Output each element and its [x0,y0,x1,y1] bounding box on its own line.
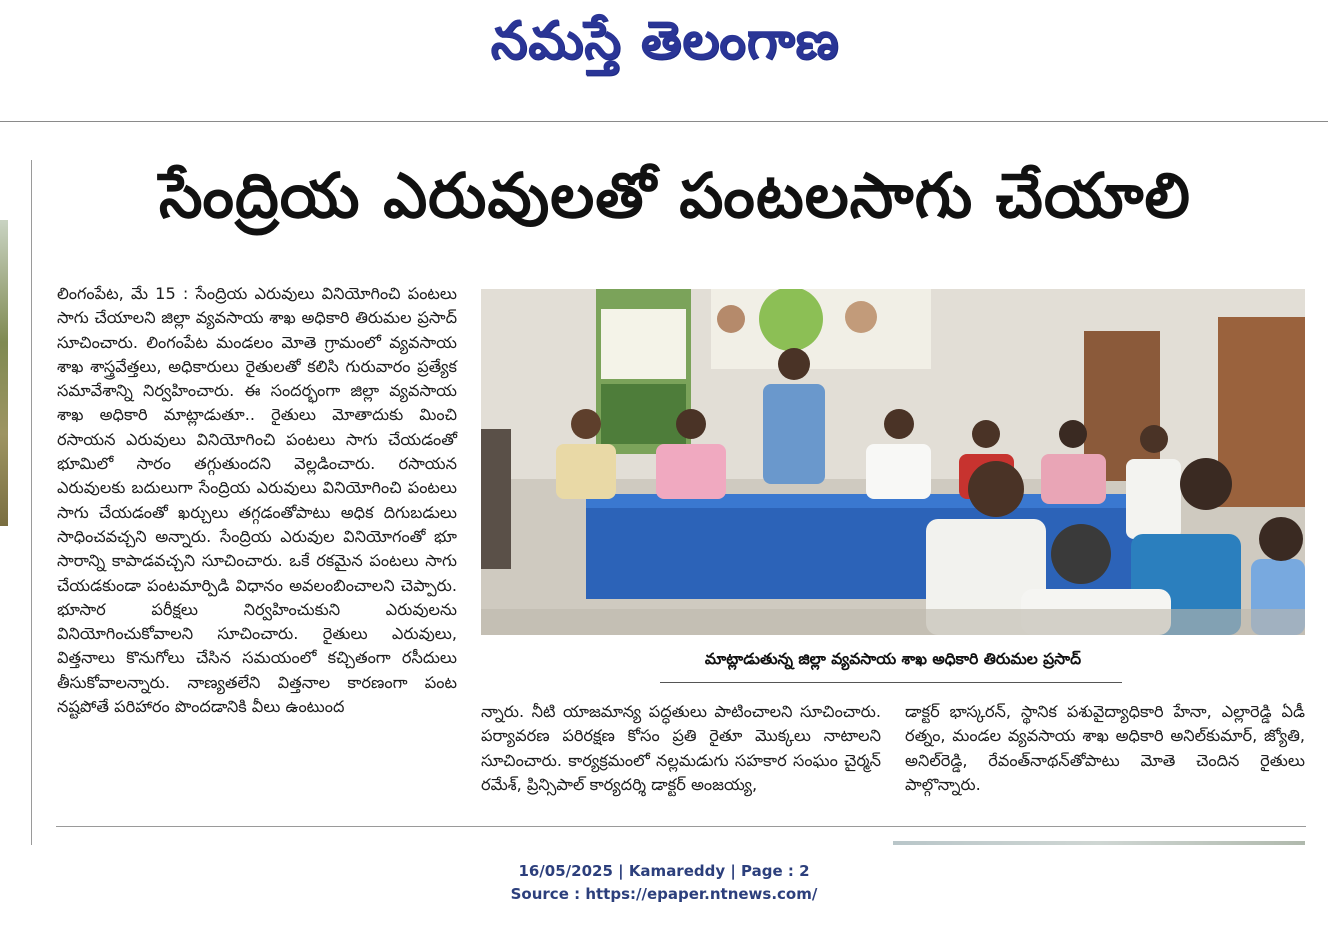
header-divider [0,121,1328,122]
adjacent-article-text-fragment [0,600,12,850]
caption-underline [660,682,1122,683]
page-footer [0,860,1328,906]
event-photo [481,289,1305,635]
article-bottom-rule [56,826,1306,827]
article-body-column-3: డాక్టర్ భాస్కరన్, స్థానిక పశువైద్యాధికారి హేనా, ఎల్లారెడ్డి ఏడీ రత్నం, మండల వ్యవసాయ శాఖ అధికారి అనిల్‌కుమార్, జ్యోతి, అనిల్‌రెడ్డి, రేవంత్‌నాథన్‌తోపాటు మోతె చెందిన రైతులు పాల్గొన్నారు. [905,702,1305,794]
meeting-photo-illustration [481,289,1305,635]
footer-source-link[interactable]: Source : https://epaper.ntnews.com/ [510,885,818,903]
footer-date-edition: 16/05/2025 | Kamareddy | Page : 2 [518,862,810,880]
article-headline: సేంద్రియ ఎరువులతో పంటలసాగు చేయాలి [159,159,1191,232]
article-body-column-1: లింగంపేట, మే 15 : సేంద్రియ ఎరువులు వినియోగించి పంటలు సాగు చేయాలని జిల్లా వ్యవసాయ శాఖ అధికారి తిరుమల ప్రసాద్ సూచించారు. లింగంపేట మండలం మోతె గ్రామంలో వ్యవసాయ శాఖ శాస్త్రవేత్తలు, అధికారులు రైతులతో కలిసి గురువారం ప్రత్యేక సమావేశాన్ని నిర్వహించారు. ఈ సందర్భంగా జిల్లా వ్యవసాయ శాఖ అధికారి మాట్లాడుతూ.. రైతులు మోతాదుకు మించి రసాయన ఎరువులు వినియోగించి పంటలు సాగు చేయడంతో భూమిలో సారం తగ్గుతుందని వెల్లడించారు. రసాయన ఎరువులకు బదులుగా సేంద్రియ ఎరువులు వినియోగించి పంటలు సాగు చేయడంతో ఖర్చులు తగ్గడంతోపాటు అధిక దిగుబడులు సాధించవచ్చని అన్నారు. సేంద్రియ ఎరువుల వినియోగంతో భూ సారాన్ని కాపాడవచ్చని సూచించారు. ఒకే రకమైన పంటలు సాగు చేయడకుండా పంటమార్పిడి విధానం అవలంబించాలని చెప్పారు. భూసార పరీక్షలు నిర్వహించుకుని ఎరువులను వినియోగించుకోవాలని సూచించారు. రైతులు ఎరువులు, విత్తనాలు కొనుగోలు చేసిన సమయంలో కచ్చితంగా రసీదులు తీసుకోవాలన్నారు. నాణ్యతలేని విత్తనాల కారణంగా పంట నష్టపోతే పరిహారం పొందడానికి వీలు ఉంటుంద [57,284,457,717]
column-divider [31,160,32,845]
photo-caption: మాట్లాడుతున్న జిల్లా వ్యవసాయ శాఖ అధికారి తిరుమల ప్రసాద్ [704,650,1082,668]
newspaper-logo: నమస్తే తెలంగాణ [490,11,840,71]
article-body-column-2: న్నారు. నీటి యాజమాన్య పద్ధతులు పాటించాలని సూచించారు. పర్యావరణ పరిరక్షణ కోసం ప్రతి రైతూ మొక్కలు నాటాలని సూచించారు. కార్యక్రమంలో నల్లమడుగు సహకార సంఘం చైర్మన్ రమేశ్, ప్రిన్సిపాల్ కార్యదర్శి డాక్టర్ అంజయ్య, [481,702,881,794]
adjacent-article-photo-fragment [0,220,8,526]
masthead [0,0,1328,120]
next-article-photo-fragment [893,841,1305,845]
